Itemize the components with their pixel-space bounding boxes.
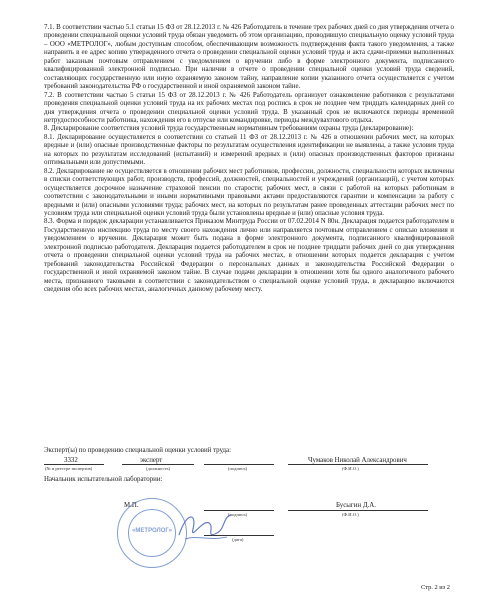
paragraph-8-1: 8.1. Декларирование осуществляется в соответствии со статьей 11 ФЗ от 28.12.2013 г. № 426 в отношении рабочих мест, на которых вредные и (или) опасные производственные факторы по результатам осуществления идентификации не выявлены, а также условия труда на которых по результатам исследований (испытаний) и измерений вредных и (или) опасных производственных факторов признаны оптимальными или допустимыми.: [44, 133, 454, 167]
expert-name-caption: (Ф.И.О.): [342, 466, 359, 471]
role-caption: (должность): [146, 466, 171, 471]
signature-underline: [185, 537, 227, 539]
paragraph-8-2: 8.2. Декларирование не осуществляется в отношении рабочих мест работников, профессии, должности, специальности которых включены в списки соответствующих работ, производств, профессий, должностей, специальностей и учреждений (организаций), с учетом которых осуществляется досрочное назначение страховой пенсии по старости; рабочих мест, в связи с работой на которых работникам в соответствии с законодательными и иными нормативными правовыми актами предоставляются гарантии и компенсации за работу с вредными и (или) опасными условиями труда; рабочих мест, на которых по результатам ранее проведенных аттестации рабочих мест по условиям труда или специальной оценки условий труда были установлены вредные и (или) опасные условия труда.: [44, 167, 454, 217]
stamp-text: «МЕТРОЛОГ»: [132, 528, 172, 534]
expert-number: 3332: [64, 457, 78, 464]
expert-signature-line: [204, 464, 274, 465]
expert-role-line: [122, 464, 194, 465]
paragraph-7-1: 7.1. В соответствии частью 5.1 статьи 15 ФЗ от 28.12.2013 г. № 426 Работодатель в течение трех рабочих дней со дня утверждения отчета о проведении специальной оценки условий труда обязан уведомить об этом организацию, проводившую специальную оценку условий труда – ООО «МЕТРОЛОГ», любым доступным способом, обеспечивающим возможность подтверждения факта такого уведомления, а также направить в ее адрес копию утвержденного отчета о проведении специальной оценки условий труда и акта сдачи-приемки выполненных работ заказным почтовым отправлением с уведомлением о вручении либо в форме электронного документа, подписанного квалифицированной электронной подписью. При наличии в отчете о проведении специальной оценки условий труда сведений, составляющих государственную или иную охраняемую законом тайну, направление копии указанного отчета осуществляется с учетом требований законодательства РФ о государственной и иной охраняемой законом тайне.: [44, 24, 454, 91]
expert-name: Чумаков Николай Александрович: [308, 457, 407, 464]
mp-label: М.П.: [124, 502, 139, 509]
page-number: Стр. 2 из 2: [421, 584, 450, 591]
body-text: [44, 24, 454, 295]
lab-head-name-caption: (Ф.И.О.): [342, 512, 359, 517]
expert-number-caption: (№ в реестре экспертов): [45, 466, 93, 471]
signature-stroke: [179, 515, 231, 535]
paragraph-8-3: 8.3. Форма и порядок декларации устанавливается Приказом Минтруда России от 07.02.2014 N 80н. Декларация подается работодателем в Государственную инспекцию труда по месту своего нахождения лично или направляется почтовым отправлением с описью вложения и уведомлением о вручении. Декларация может быть подана в форме электронного документа, подписанного квалифицированной электронной подписью работодателя. Декларация подается работодателем в срок не позднее тридцати рабочих дней со дня утверждения отчета о проведении специальной оценки условий труда на рабочих местах, в отношении которых подается декларация с учетом требований законодательства Российской Федерации о персональных данных и законодательства Российской Федерации о государственной и иной охраняемой законом тайне. В случае подачи декларации в отношении хотя бы одного аналогичного рабочего места, признанного таковыми в соответствии с законодательством о специальной оценке условий труда, в декларацию включаются сведения обо всех рабочих местах, аналогичных данному рабочему месту.: [44, 218, 454, 294]
date-caption: (дата): [232, 537, 244, 542]
lab-head-name: Бусыгин Д.А.: [336, 502, 376, 509]
lab-head-name-line: [288, 510, 428, 511]
expert-name-line: [288, 464, 428, 465]
expert-role: эксперт: [140, 457, 163, 464]
experts-label: Эксперт(ы) по проведению специальной оценки условий труда:: [44, 447, 231, 454]
handwritten-signature: [175, 505, 235, 551]
expert-number-line: [44, 464, 104, 465]
paragraph-8: 8. Декларирование соответствия условий труда государственным нормативным требованиям охраны труда (декларирование):: [44, 125, 414, 133]
lab-signature-caption: (подпись): [228, 512, 248, 517]
paragraph-7-2: 7.2. В соответствии частью 5 статьи 15 ФЗ от 28.12.2013 г. № 426 Работодатель организует ознакомление работников с результатами проведения специальной оценки условий труда на их рабочих местах под роспись в срок не позднее чем тридцать календарных дней со дня утверждения отчета о проведении специальной оценки условий труда. В указанный срок не включаются периоды временной нетрудоспособности работника, нахождения его в отпуске или командировке, периоды междувахтового отдыха.: [44, 91, 454, 124]
lab-head-label: Начальник испытательной лаборатории:: [44, 476, 163, 483]
expert-signature-caption: (подпись): [228, 466, 248, 471]
